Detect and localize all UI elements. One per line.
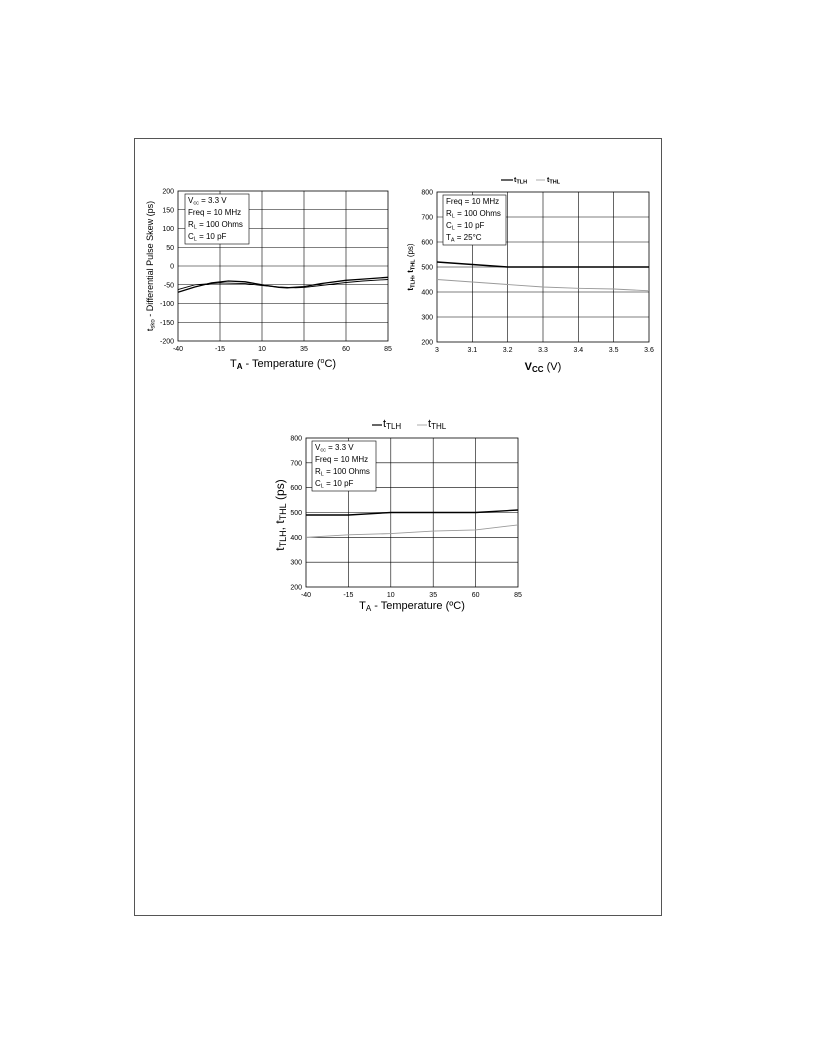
legend-thl-label: tTHL — [428, 418, 447, 431]
y-tick-label: -50 — [163, 282, 174, 290]
y-tick-label: 100 — [162, 226, 174, 233]
x-tick-label: 60 — [471, 592, 480, 599]
x-tick-label: 3.2 — [502, 347, 513, 354]
y-axis-label: tsko - Differential Pulse Skew (ps) — [145, 200, 157, 332]
y-tick-label: 600 — [421, 239, 433, 247]
y-tick-label: 300 — [421, 314, 433, 322]
temp-chart — [270, 415, 530, 615]
y-tick-label: 700 — [421, 214, 433, 222]
x-tick-label: 35 — [300, 346, 308, 353]
condition-ta: TA = 25°C — [446, 233, 482, 244]
y-axis-label: tTLH, tTHL (ps) — [406, 243, 417, 291]
x-axis-label: VCC (V) — [524, 361, 562, 374]
x-tick-label: 3.3 — [538, 347, 548, 354]
condition-freq: Freq = 10 MHz — [188, 208, 242, 217]
x-tick-label: 10 — [258, 346, 266, 353]
y-tick-label: 400 — [290, 534, 302, 542]
x-ticks — [435, 347, 654, 354]
x-tick-label: -15 — [343, 592, 354, 599]
x-tick-label: 3.4 — [573, 347, 584, 354]
condition-cl: CL = 10 pF — [188, 232, 227, 243]
legend-tlh-label: tTLH — [383, 418, 402, 431]
y-tick-label: -100 — [159, 301, 174, 308]
x-ticks — [173, 346, 392, 353]
condition-cl: CL = 10 pF — [315, 479, 354, 490]
condition-freq: Freq = 10 MHz — [446, 197, 500, 206]
y-tick-label: 200 — [421, 339, 433, 347]
y-tick-label: 800 — [421, 189, 433, 197]
y-tick-label: 300 — [290, 559, 302, 567]
y-tick-label: 400 — [421, 289, 433, 297]
condition-rl: RL = 100 Ohms — [315, 467, 370, 478]
skew-chart — [140, 180, 400, 375]
y-tick-label: 200 — [162, 188, 174, 196]
y-tick-label: 800 — [290, 435, 302, 443]
y-tick-label: 50 — [166, 244, 174, 252]
x-tick-label: 3.5 — [608, 347, 619, 354]
y-tick-label: 600 — [290, 485, 302, 493]
y-tick-label: 150 — [162, 207, 174, 215]
condition-freq: Freq = 10 MHz — [315, 455, 369, 464]
vcc-chart — [400, 170, 660, 380]
condition-rl: RL = 100 Ohms — [446, 209, 501, 220]
y-tick-label: 500 — [421, 264, 433, 272]
x-tick-label: 10 — [386, 592, 395, 599]
y-tick-label: -150 — [159, 319, 174, 327]
y-tick-label: -200 — [159, 338, 174, 346]
legend-thl-label: $t_{THL}$ — [547, 177, 561, 186]
y-ticks — [421, 190, 433, 347]
x-tick-label: 3 — [435, 347, 439, 354]
x-tick-label: -40 — [300, 592, 312, 599]
x-tick-label: 3.6 — [644, 347, 654, 354]
legend-tlh-label: $t_{TLH}$ — [514, 177, 528, 186]
y-tick-label: 700 — [290, 460, 302, 468]
y-tick-label: 0 — [170, 263, 174, 271]
x-tick-label: -15 — [214, 346, 226, 353]
x-ticks — [301, 592, 522, 599]
x-tick-label: 85 — [384, 346, 392, 353]
condition-vcc: Vcc = 3.3 V — [315, 443, 354, 454]
condition-vcc: Vcc = 3.3 V — [188, 196, 227, 207]
x-tick-label: 85 — [514, 592, 522, 599]
condition-rl: RL = 100 Ohms — [188, 220, 243, 231]
y-tick-label: 200 — [290, 584, 302, 592]
y-axis-label: tTLH, tTHL (ps) — [273, 479, 288, 551]
x-axis-label: TA - Temperature (ºC) — [359, 600, 465, 613]
x-tick-label: 3.1 — [467, 347, 478, 354]
condition-cl: CL = 10 pF — [446, 221, 485, 232]
x-tick-label: 35 — [429, 592, 438, 599]
y-ticks — [290, 436, 302, 592]
x-tick-label: -40 — [172, 346, 184, 353]
x-tick-label: 60 — [342, 346, 350, 353]
y-tick-label: 500 — [290, 510, 302, 517]
x-axis-label: TA - Temperature ($^o$C) — [229, 358, 337, 371]
y-ticks — [160, 189, 174, 346]
